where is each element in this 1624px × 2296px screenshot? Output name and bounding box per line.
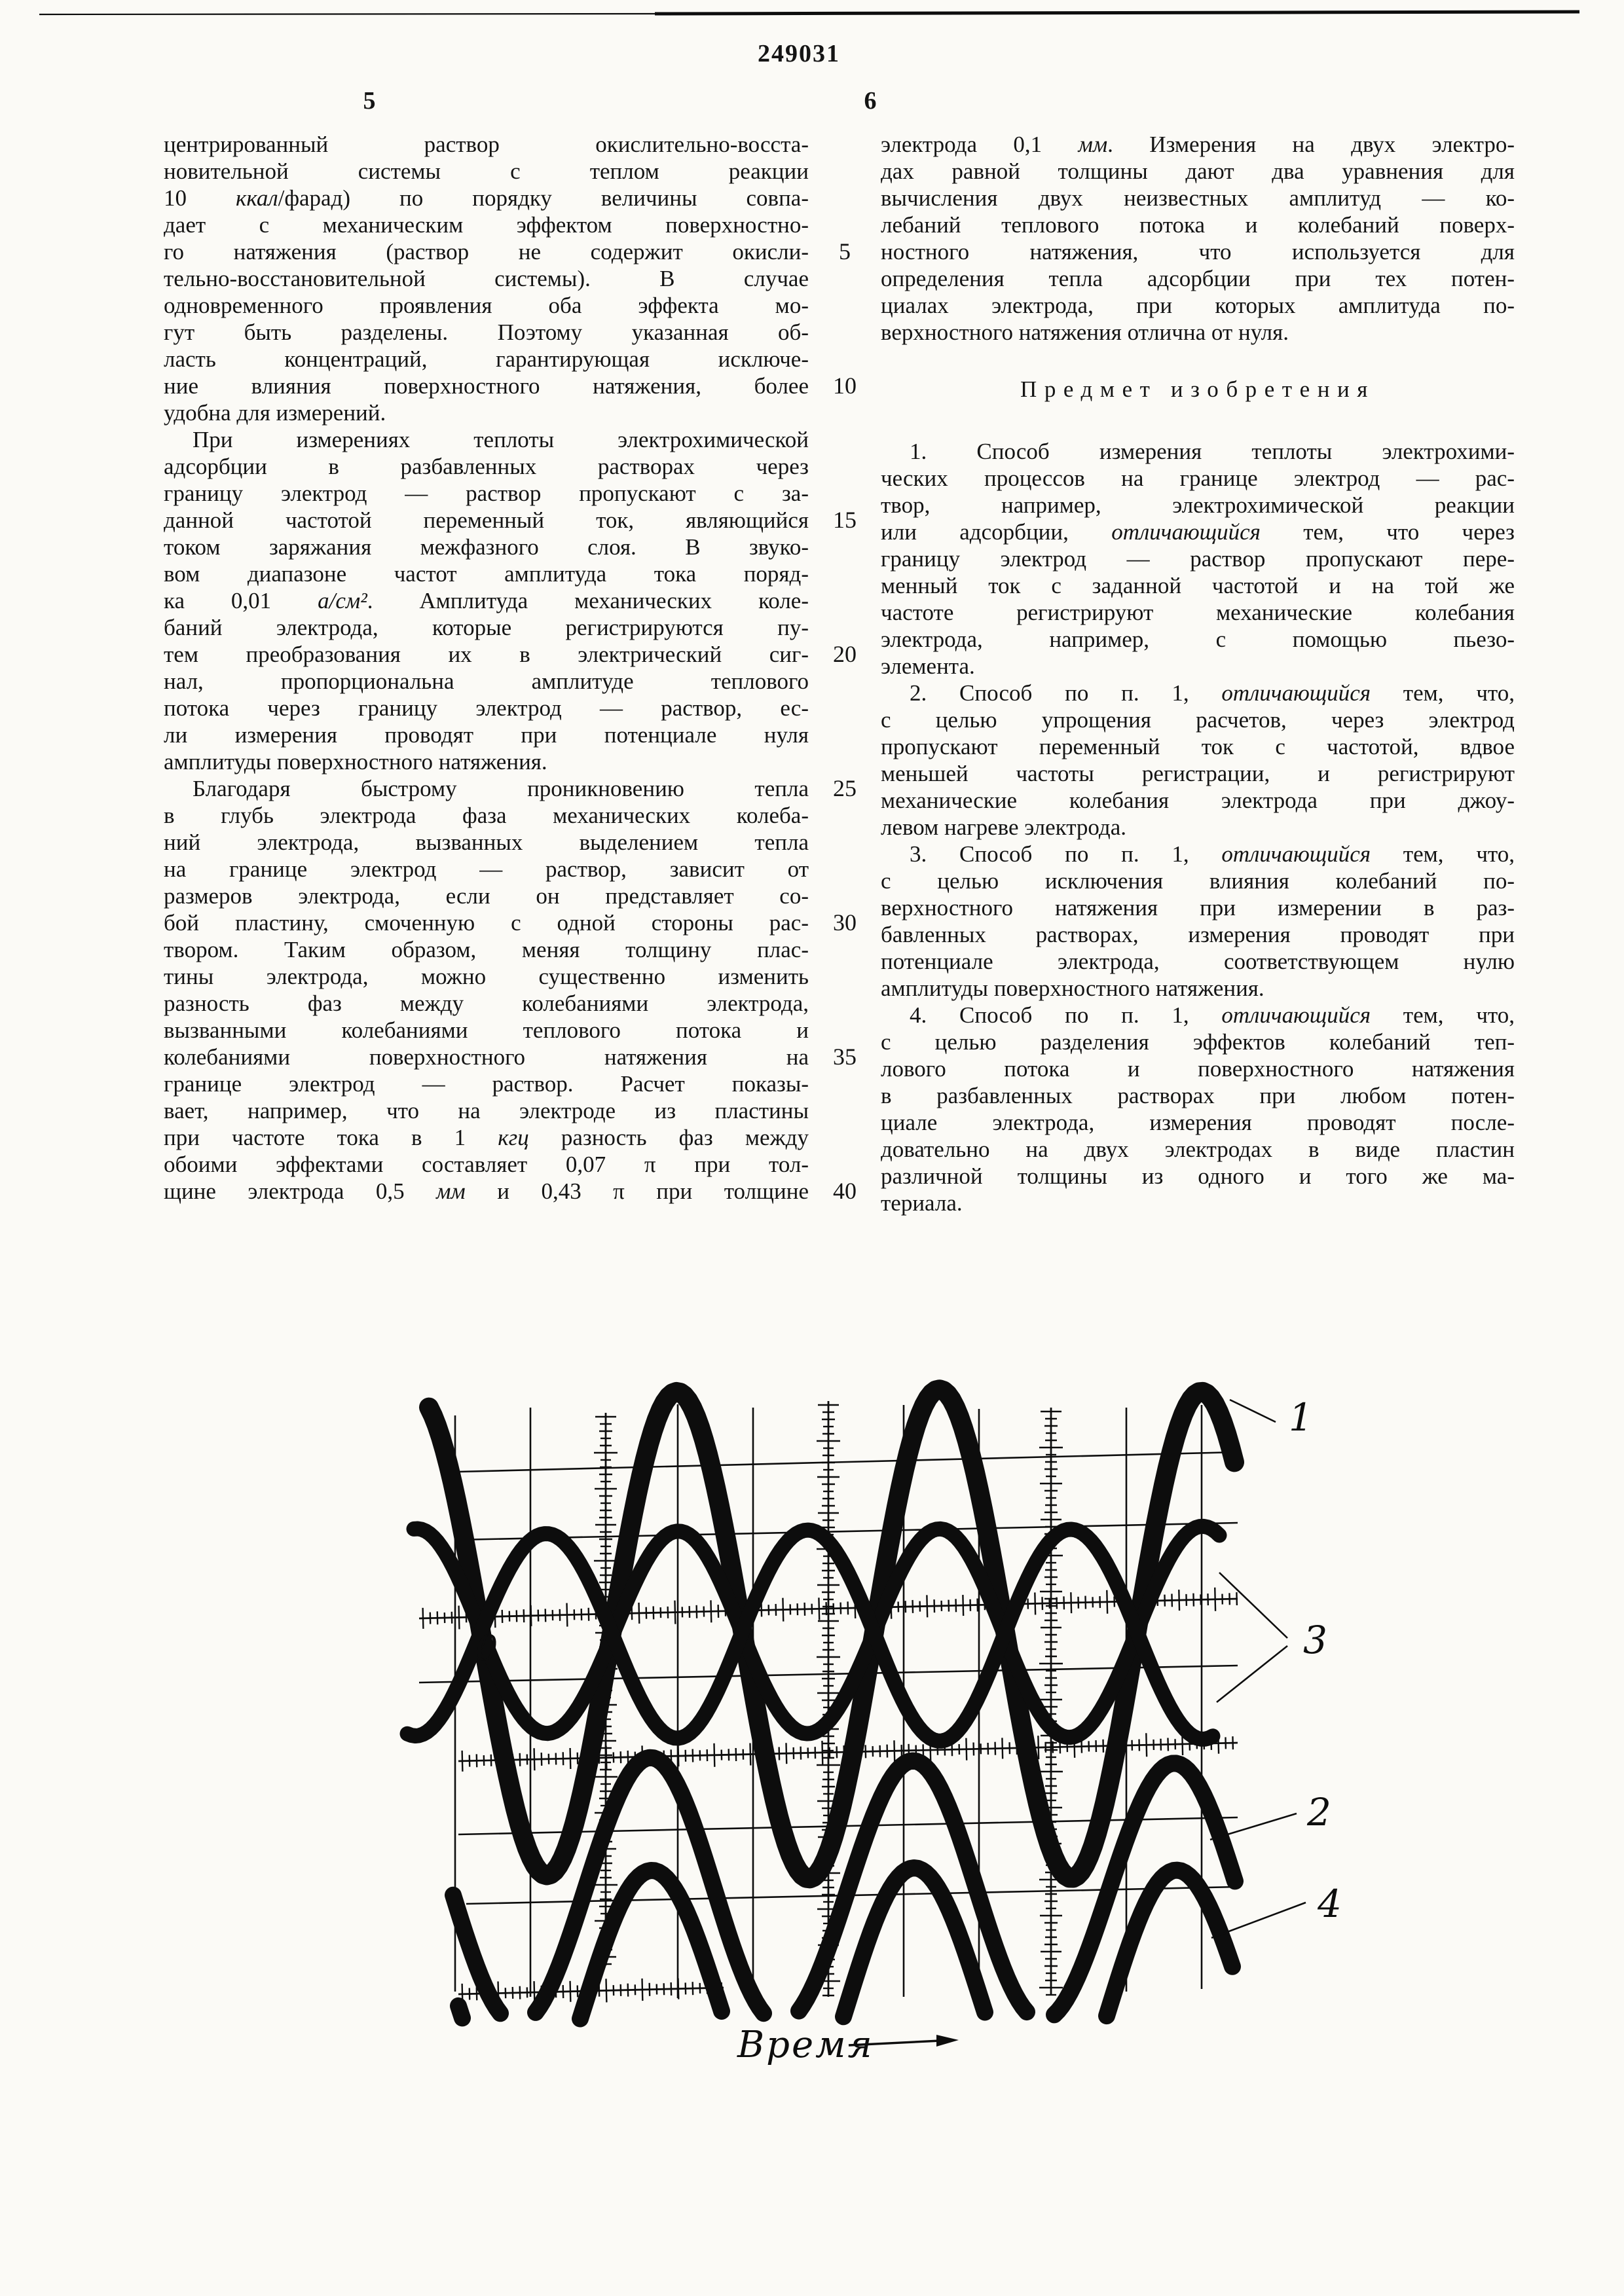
text-line: 10 ккал/фарад) по порядку величины совпа- [164,185,809,211]
text-line: бавленных растворах, измерения проводят при [881,922,1515,947]
text-line: элемента. [881,653,975,679]
text-line: менный ток с заданной частотой и на той же [881,573,1515,598]
graticule-hruler-tick [1146,1733,1147,1757]
text-line: амплитуды поверхностного натяжения. [164,749,547,774]
text-line: с целью исключения влияния колебаний по- [881,868,1515,894]
text-line: ностного натяжения, что используется для [881,239,1515,264]
text-line: амплитуды поверхностного натяжения. [881,975,1264,1001]
text-line: частоте регистрируют механические колебания [881,600,1515,625]
text-line: границу электрод — раствор пропускают с за- [164,481,809,506]
gutter-line-number: 20 [833,641,857,667]
text-line: щине электрода 0,5 мм и 0,43 π при толщине [164,1178,809,1204]
graticule-hline [458,1523,1238,1540]
text-line: электрода, например, с помощью пьезо- [881,627,1515,652]
curve-label-1: 1 [1289,1395,1313,1440]
graticule-hruler-tick [570,1748,571,1769]
text-line: адсорбции в разбавленных растворах через [164,454,809,479]
text-line: удобна для измерений. [164,400,386,426]
text-line: вом диапазоне частот амплитуда тока поряд- [164,561,809,587]
text-line: в разбавленных растворах при любом потен- [881,1083,1515,1108]
curve-label-2: 2 [1307,1790,1331,1834]
text-line: 3. Способ по п. 1, отличающийся тем, что, [910,841,1515,867]
text-line: электрода 0,1 мм. Измерения на двух электро- [881,132,1515,157]
text-line: различной толщины из одного и того же ма- [881,1163,1515,1189]
gutter-line-number: 25 [833,775,857,801]
text-line: потока через границу электрод — раствор, ес- [164,695,809,721]
text-line: механические колебания электрода при джоу- [881,788,1515,813]
text-line: 1. Способ измерения теплоты электрохими- [910,439,1515,464]
text-line: центрированный раствор окислительно-восста- [164,132,809,157]
text-line: тем преобразования их в электрический сиг- [164,642,809,667]
right-column [881,131,1515,1216]
text-line: 4. Способ по п. 1, отличающийся тем, что, [910,1002,1515,1028]
page-top-rule [655,12,1579,14]
text-line: ли измерения проводят при потенциале нуля [164,722,809,748]
graticule-hruler-tick [531,1605,532,1626]
curve-label-3: 3 [1303,1618,1327,1662]
text-line: разность фаз между колебаниями электрода, [164,991,809,1016]
text-line: нал, пропорциональна амплитуде теплового [164,668,809,694]
text-line: размеров электрода, если он представляет со- [164,883,809,909]
graticule-hruler-tick [678,1745,679,1766]
graticule-hruler-tick [459,1606,460,1630]
text-line: териала. [881,1190,963,1216]
text-line: с целью упрощения расчетов, через электрод [881,707,1515,733]
graticule-hruler-tick [710,1600,711,1622]
label-leader-line [1217,1646,1287,1702]
text-line: ческих процессов на границе электрод — рас- [881,465,1515,491]
graticule-hruler-tick [639,1603,640,1624]
text-line: ний электрода, вызванных выделением тепла [164,829,809,855]
graticule-hruler-tick [674,1601,675,1624]
text-line: дает с механическим эффектом поверхностно- [164,212,809,238]
graticule-hruler-tick [570,1981,571,2002]
text-line: Благодаря быстрому проникновению тепла [193,776,809,801]
graticule-hruler-tick [567,1603,568,1627]
text-line: меньшей частоты регистрации, и регистрируют [881,761,1515,786]
page-column-number-right: 6 [864,87,878,115]
text-line: лебаний теплового потока и колебаний поверх- [881,212,1515,238]
page-column-number-left: 5 [363,87,377,115]
text-line: ние влияния поверхностного натяжения, более [164,373,809,399]
text-line: колебаниями поверхностного натяжения на [164,1044,809,1070]
text-line: гут быть разделены. Поэтому указанная об- [164,319,809,345]
text-line: пропускают переменный ток с частотой, вдвое [881,734,1515,759]
graticule-hruler-tick [606,1746,607,1770]
text-line: вычисления двух неизвестных амплитуд — ко- [881,185,1515,211]
graticule-hruler-tick [678,1978,679,1999]
time-arrow-head [936,2035,959,2047]
text-line: границе электрод — раствор. Расчет показы- [164,1071,809,1097]
text-line: на границе электрод — раствор, зависит от [164,856,809,882]
left-column [164,131,809,1205]
gutter-line-number: 30 [833,909,857,936]
graticule-hruler-tick [1002,1738,1003,1758]
text-line: в глубь электрода фаза механических колеба- [164,803,809,828]
claims-heading: Предмет изобретения [1020,376,1375,402]
curve-label-4: 4 [1318,1882,1342,1926]
graticule-hruler-tick [1038,1736,1039,1759]
text-line: одновременного проявления оба эффекта мо- [164,293,809,318]
text-line: или адсорбции, отличающийся тем, что через [881,519,1515,545]
gutter-line-number: 5 [839,238,851,264]
graticule-hruler-tick [966,1738,967,1760]
text-line: бой пластину, смоченную с одной стороны рас- [164,910,809,936]
graticule-hruler-tick [534,1748,535,1770]
text-line: довательно на двух электродах в виде пластин [881,1137,1515,1162]
text-line: верхностного натяжения отлична от нуля. [881,319,1289,345]
label-leader-line [1230,1400,1276,1422]
patent-number: 249031 [758,40,840,67]
text-line: твором. Таким образом, меняя толщину плас- [164,937,809,962]
text-line: ласть концентраций, гарантирующая исключе- [164,346,809,372]
text-line: левом нагреве электрода. [881,814,1127,840]
text-line: вает, например, что на электроде из пластины [164,1098,809,1123]
graticule-hruler-tick [462,1751,463,1772]
text-line: При измерениях теплоты электрохимической [193,427,809,452]
text-line: го натяжения (раствор не содержит окисли- [164,239,809,264]
text-line: тины электрода, можно существенно изменить [164,964,809,989]
gutter-line-number: 40 [833,1178,857,1204]
text-line: с целью разделения эффектов колебаний теп- [881,1029,1515,1055]
gutter-line-number: 10 [833,373,857,399]
text-line: твор, например, электрохимической реакции [881,492,1515,518]
curve-3b [407,1529,1213,1741]
text-line: границу электрод — раствор пропускают пере- [881,546,1515,572]
text-line: баний электрода, которые регистрируются пу- [164,615,809,640]
text-line: циале электрода, измерения проводят после- [881,1110,1515,1135]
label-leader-line [1219,1573,1287,1638]
text-line: вызванными колебаниями теплового потока и [164,1017,809,1043]
text-line: верхностного натяжения при измерении в раз- [881,895,1515,920]
graticule-hruler-tick [894,1740,895,1761]
text-line: потенциале электрода, соответствующем нулю [881,949,1515,974]
text-line: ка 0,01 а/см². Амплитуда механических коле- [164,588,809,613]
text-line: тельно-восстановительной системы). В случае [164,266,809,291]
text-line: током заряжания межфазного слоя. В звуко- [164,534,809,560]
text-line: 2. Способ по п. 1, отличающийся тем, что, [910,680,1515,706]
gutter-line-number: 35 [833,1044,857,1070]
figure-caption: Время [737,2024,874,2066]
text-line: новительной системы с теплом реакции [164,158,809,184]
graticule-hruler-tick [423,1608,424,1629]
text-line: лового потока и поверхностного натяжения [881,1056,1515,1082]
text-line: циалах электрода, при которых амплитуда по- [881,293,1515,318]
zero-mark: 0 [475,1628,498,1669]
text-line: при частоте тока в 1 кгц разность фаз между [164,1125,809,1150]
gutter-line-number: 15 [833,507,857,533]
text-line: дах равной толщины дают два уравнения для [881,158,1515,184]
text-line: данной частотой переменный ток, являющийся [164,507,809,533]
label-leader-line [1211,1903,1306,1938]
text-line: определения тепла адсорбции при тех потен- [881,266,1515,291]
text-line: обоими эффектами составляет 0,07 π при тол- [164,1152,809,1177]
graticule-hline [458,1452,1238,1472]
